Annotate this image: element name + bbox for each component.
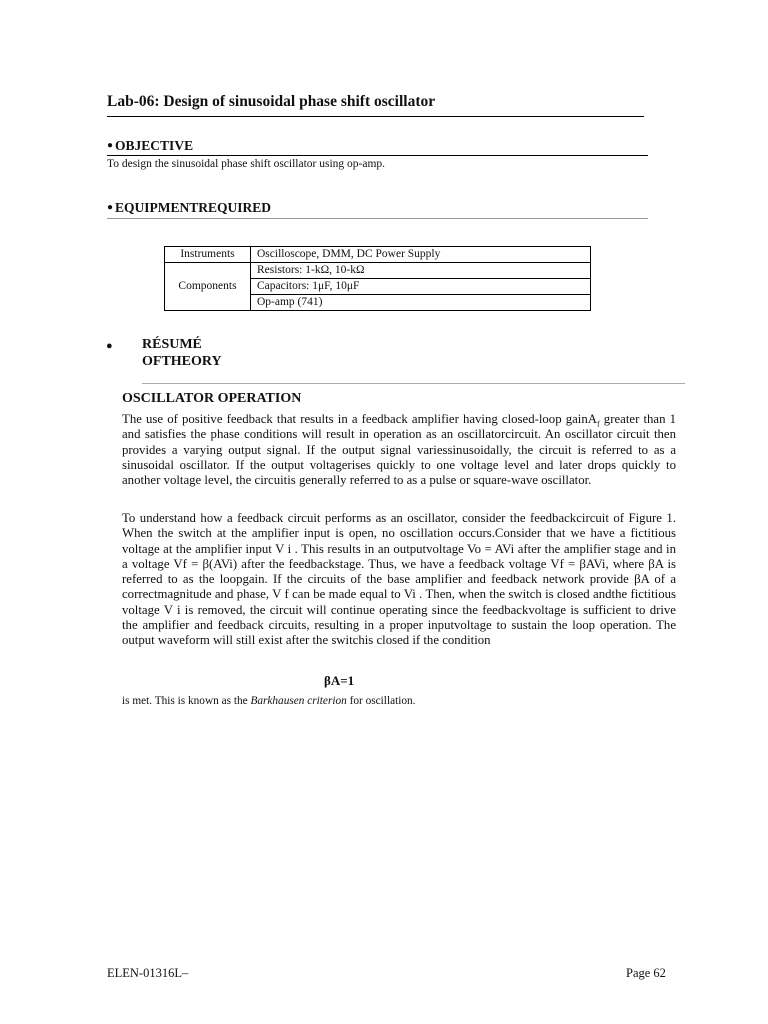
equipment-heading [107,199,648,219]
equipment-table [164,246,591,311]
resume-heading [142,336,222,370]
component-item: Capacitors: 1μF, 10μF [251,279,591,295]
bullet-icon: ● [107,140,114,151]
page-title: Lab-06: Design of sinusoidal phase shift oscillator [107,92,644,117]
table-row [165,263,591,279]
note-text-b: for oscillation. [346,695,416,707]
paragraph-2: To understand how a feedback circuit performs as an oscillator, consider the feedbackcircuit of Figure 1. When the switch at the amplifier input is open, no oscillation occurs.Consider that we have a fictitious voltage at the amplifier input V i . This results in an outputvoltage Vo = AVi after the amplifier stage and in a voltage Vf = β(AVi) after the feedbackstage. Thus, we have a feedback voltage Vf = βAVi, where βA is referred to as the loopgain. If the circuits of the base amplifier and feedback network provide βA of a correctmagnitude and phase, V f can be made equal to Vi . Then, when the switch is closed andthe fictitious voltage V i is removed, the circuit will continue operating since the feedbackvoltage is sufficient to drive the amplifier and feedback circuits, resulting in a proper inputvoltage to sustain the loop operation. The output waveform will still exist after the switchis closed if the condition [122,511,676,648]
note-emphasis: Barkhausen criterion [250,695,347,707]
paragraph-1-text-b: greater than 1 and satisfies the phase conditions will result in operation as an oscillatorcircuit. An oscillator circuit then provides a varying output signal. If the output signal variessinusoidally, the circuit is referred to as a sinusoidal oscillator. If the output voltagerises quickly to one voltage level and later drops quickly to another voltage level, the circuitis generally referred to as a pulse or square-wave oscillator. [122,412,676,488]
barkhausen-formula: βA=1 [324,673,355,688]
footer-page-number: Page 62 [626,966,666,980]
section-divider [142,383,685,384]
subscript-f: f [597,419,600,429]
component-item: Op-amp (741) [251,295,591,311]
barkhausen-note [122,694,416,708]
resume-heading-line1: RÉSUMÉ [142,337,202,352]
instruments-label: Instruments [165,247,251,263]
bullet-icon: ● [106,340,113,352]
resume-heading-line2: OFTHEORY [142,354,222,369]
component-item: Resistors: 1-kΩ, 10-kΩ [251,263,591,279]
footer-course-code: ELEN-01316L– [107,966,189,980]
paragraph-1 [122,412,676,488]
objective-heading-label: OBJECTIVE [115,138,194,153]
objective-heading [107,137,648,156]
note-text-a: is met. This is known as the [122,695,251,707]
instruments-value: Oscilloscope, DMM, DC Power Supply [251,247,591,263]
table-row [165,247,591,263]
oscillator-heading: OSCILLATOR OPERATION [122,391,302,406]
bullet-icon: ● [107,202,114,213]
components-label: Components [165,263,251,311]
objective-text: To design the sinusoidal phase shift oscillator using op-amp. [107,158,386,170]
equipment-heading-label: EQUIPMENTREQUIRED [115,200,272,215]
paragraph-1-text-a: The use of positive feedback that results in a feedback amplifier having closed-loop gainA [122,412,598,426]
